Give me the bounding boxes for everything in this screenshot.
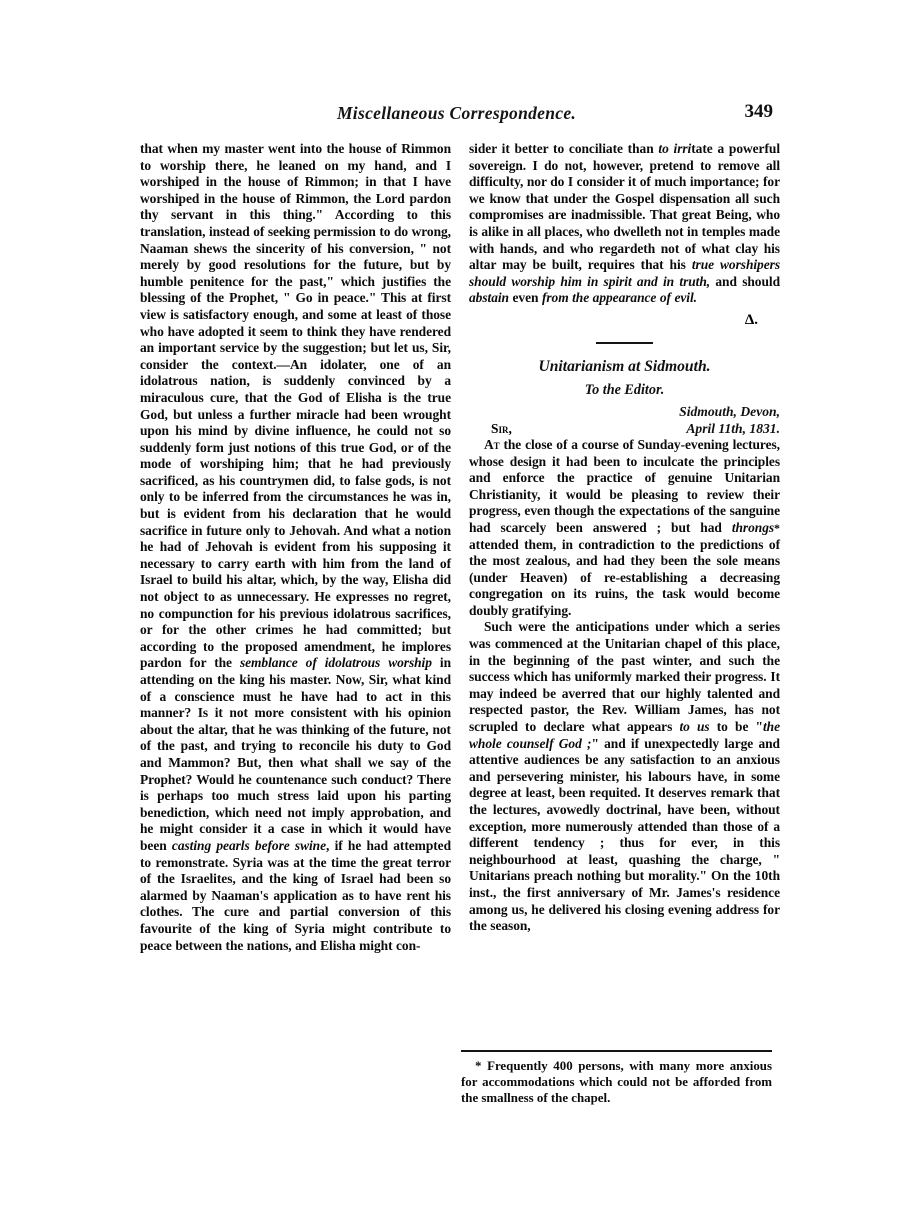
left-text-part-2: in attending on the king his master. Now, Sir, what kind of a conscience must he have had to act in this manner? Is it not more consistent with his opinion about the altar, that he was thinking of the future, not of the past, and trying to reconcile his duty to God and Mammon? But, then what shall we say of the Prophet? Would he countenance such conduct? There is perhaps too much stress laid upon his parting benediction, which need not imply approbation, and he might consider it a case in which it would have been — [140, 655, 451, 853]
article-subtitle: To the Editor. — [584, 381, 665, 398]
article-italic-throngs: throngs — [731, 519, 775, 535]
dateline-place: Sidmouth, Devon, — [679, 403, 780, 419]
footnote-mark: * — [475, 1059, 482, 1073]
article-italic-whole-counsel: the whole counself God ; — [469, 719, 780, 751]
article-paragraph-1 — [469, 437, 780, 620]
right-text-part-2: tate a powerful sovereign. I do not, however, pretend to remove all difficulty, nor do I consider it of much importance; for we know that under the Gospel dispensation all such compromises are inadmissible. That great Being, who is alike in all places, who dwelleth not in temples made with hands, and who regardeth not of what clay his altar may be built, requires that his — [469, 141, 780, 273]
article-italic-to-us: to us — [679, 719, 710, 735]
left-italic-pearls: casting pearls before swine — [171, 837, 327, 853]
footnote-divider-rule — [461, 1050, 772, 1052]
left-column-paragraph — [140, 141, 451, 954]
article-p2-part-3: " and if unexpectedly large and attentive audiences be any satisfaction to an anxious and persevering minister, his labours have, in some degree at least, been requited. It deserves remark that the lectures, avowedly doctrinal, have been, without exception, more numerously attended than those of a different tendency ; thus for ever, in this neighbourhood at least, quashing the charge, " Unitarians preach nothing but morality." On the 10th inst., the first anniversary of Mr. James's residence among us, he delivered his closing evening address for the season, — [469, 735, 780, 934]
column-container — [140, 141, 780, 954]
article-title: Unitarianism at Sidmouth. — [538, 357, 711, 375]
right-italic-appearance-of-evil: from the appearance of evil. — [541, 290, 697, 306]
right-italic-irritate: to irri — [658, 141, 692, 156]
page-number: 349 — [744, 101, 773, 122]
article-p2-part-2: to be " — [709, 719, 763, 735]
right-text-part-3: and should — [710, 273, 780, 289]
right-text-part-1: sider it better to conciliate than — [469, 141, 659, 156]
right-text-part-4: even — [508, 290, 542, 306]
article-divider-rule — [596, 342, 653, 344]
left-italic-semblance: semblance of idolatrous worship — [239, 655, 432, 671]
salutation-row — [469, 420, 780, 437]
left-text-part-1: that when my master went into the house of Rimmon to worship there, he leaned on my hand, and I worshiped in the house of Rimmon; in that I have worshiped in the house of Rimmon, the Lord pardon thy servant in this thing." According to this translation, instead of seeking permission to do wrong, Naaman shews the sincerity of his conversion, " not merely by good resolutions for the future, but by humble penitence for the past," which justifies the blessing of the Prophet, " Go in peace." This at first view is satisfactory enough, and some at least of those who have adopted it seem to think they have rendered an important service by the suggestion; but let us, Sir, consider the context.—An idolater, one of an idolatrous nation, is suddenly convinced by a miraculous cure, that the God of Elisha is the true God, but unless a further miracle had been wrought upon his mind by divine influence, he could not so suddenly form just notions of this true God, or of the mode of worshiping him; that he had previously sacrificed, as his countrymen did, to false gods, is not only to be inferred from the circumstances he was in, but is evident from his declaration that he would sacrifice in future only to Jehovah. And what a notion he had of Jehovah is evident from his supposing it necessary to carry earth with him from the land of Israel to build his altar, which, by the way, Elisha did not object to as unnecessary. He expresses no regret, no compunction for his previous idolatrous sacrifices, or for the other crimes he had committed; but according to the proposed amendment, he implores pardon for the — [140, 141, 451, 671]
article-p2-part-1: Such were the anticipations under which a series was commenced at the Unitarian chapel of this place, in the beginning of the past winter, and such the success which has uniformly marked their progress. It may indeed be averred that our highly talented and respected pastor, the Rev. William James, has not scrupled to declare what appears — [469, 619, 780, 735]
footnote-text — [461, 1058, 772, 1107]
right-italic-abstain: abstain — [469, 290, 509, 306]
article-p1-part-1: the close of a course of Sunday-evening lectures, whose design it had been to inculcate the principles and enforce the practice of genuine Unitarian Christianity, it would be pleasing to review their progress, even though the expectations of the sanguine had scarcely been answered ; but had — [469, 436, 780, 535]
salutation: Sir, — [491, 420, 512, 436]
author-signature: Δ. — [744, 311, 758, 328]
left-column — [140, 141, 451, 954]
right-column — [469, 141, 780, 954]
left-text-part-3: , if he had attempted to remonstrate. Syria was at the time the great terror of the Israelites, and the king of Israel had been so alarmed by Naaman's application as to have rent his clothes. The cure and partial conversion of this favourite of the king of Syria might contribute to peace between the nations, and Elisha might con- — [140, 837, 451, 953]
running-head-title: Miscellaneous Correspondence. — [336, 103, 577, 123]
footnote-reference-mark: * — [774, 520, 780, 535]
footnote-block — [461, 1050, 772, 1107]
footnote-body: Frequently 400 persons, with many more anxious for accommodations which could not be afforded from the smallness of the chapel. — [461, 1059, 772, 1106]
article-p1-part-2: attended them, in contradiction to the predictions of the most zealous, and had they been the sole means (under Heaven) of re-establishing a decreasing congregation on its ruins, the task would become doubly gratifying. — [469, 536, 780, 618]
right-italic-true-worshipers: true worshipers should worship him in spirit and in truth, — [469, 257, 780, 289]
dateline-date: April 11th, 1831. — [686, 420, 780, 436]
right-column-paragraph — [469, 141, 780, 307]
paragraph-lead-word: At — [484, 436, 500, 452]
article-paragraph-2 — [469, 619, 780, 934]
running-head — [140, 103, 773, 129]
